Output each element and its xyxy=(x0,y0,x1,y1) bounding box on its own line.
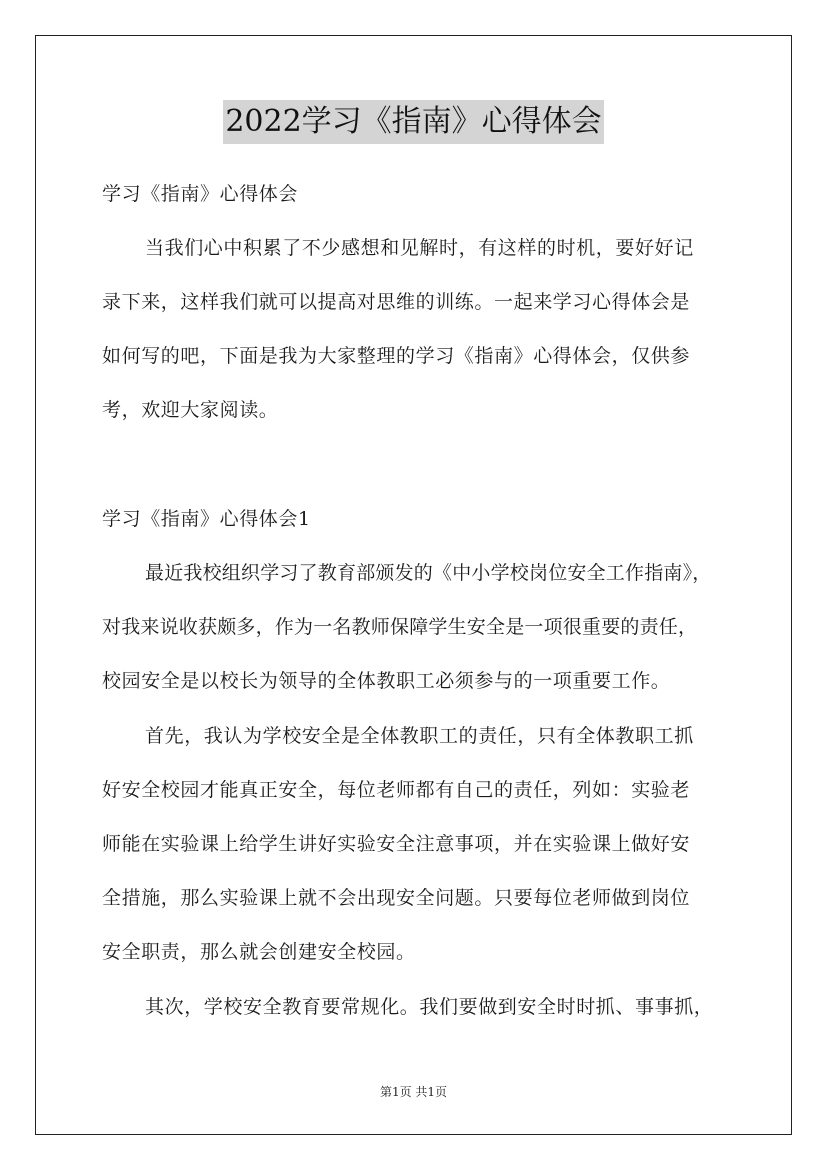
paragraph-line: 如何写的吧，下面是我为大家整理的学习《指南》心得体会，仅供参 xyxy=(102,345,691,367)
paragraph-line: 安全职责，那么就会创建安全校园。 xyxy=(102,941,416,963)
paragraph-line: 校园安全是以校长为领导的全体教职工必须参与的一项重要工作。 xyxy=(102,670,671,692)
paragraph-line: 其次，学校安全教育要常规化。我们要做到安全时时抓、事事抓， xyxy=(145,996,714,1018)
section-heading-intro: 学习《指南》心得体会 xyxy=(102,183,299,205)
paragraph-line: 最近我校组织学习了教育部颁发的《中小学校岗位安全工作指南》， xyxy=(145,562,712,584)
document-title: 2022学习《指南》心得体会 xyxy=(223,100,603,144)
paragraph-line: 全措施，那么实验课上就不会出现安全问题。只要每位老师做到岗位 xyxy=(102,887,691,909)
title-wrapper xyxy=(0,100,827,144)
paragraph-line: 首先，我认为学校安全是全体教职工的责任，只有全体教职工抓 xyxy=(145,725,694,747)
paragraph-line: 对我来说收获颇多，作为一名教师保障学生安全是一项很重要的责任， xyxy=(102,616,698,638)
paragraph-line: 师能在实验课上给学生讲好实验安全注意事项，并在实验课上做好安 xyxy=(102,833,691,855)
paragraph-line: 录下来，这样我们就可以提高对思维的训练。一起来学习心得体会是 xyxy=(102,291,691,313)
page-number: 第1页 共1页 xyxy=(379,1085,448,1099)
section-heading-1: 学习《指南》心得体会1 xyxy=(102,508,311,530)
paragraph-line: 考，欢迎大家阅读。 xyxy=(102,399,279,421)
paragraph-line: 好安全校园才能真正安全，每位老师都有自己的责任，列如：实验老 xyxy=(102,779,691,801)
paragraph-line: 当我们心中积累了不少感想和见解时，有这样的时机，要好好记 xyxy=(145,237,694,259)
